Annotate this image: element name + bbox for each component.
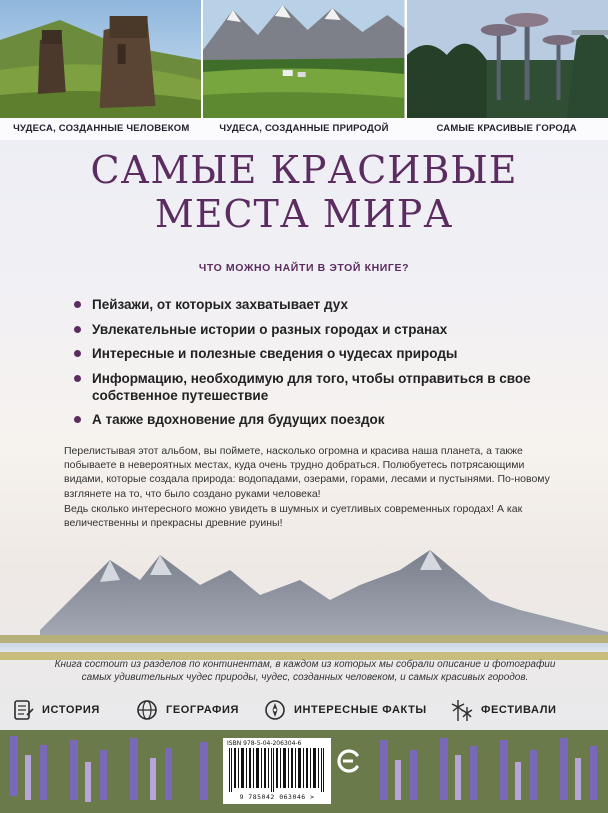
- list-item: Информацию, необходимую для того, чтобы отправиться в свое собственное путешествие: [74, 370, 544, 404]
- caption-nature: ЧУДЕСА, СОЗДАННЫЕ ПРИРОДОЙ: [219, 123, 389, 134]
- list-item: А также вдохновение для будущих поездок: [74, 411, 544, 428]
- photo-strip: [0, 0, 608, 118]
- publisher-logo-icon: [335, 747, 363, 775]
- isbn-text: ISBN 978-5-04-206304-6: [227, 740, 302, 747]
- compass-icon: [262, 697, 288, 723]
- description-paragraph-2: Ведь сколько интересного можно увидеть в шумных и суетливых современных городах! А как величественны и прекрасны древние руины!: [64, 503, 523, 530]
- legend-geography: ГЕОГРАФИЯ: [134, 692, 239, 728]
- photo-captions: [0, 118, 608, 140]
- globe-icon: [134, 697, 160, 723]
- photo-city-gardens: [405, 0, 608, 118]
- barcode-icon: [229, 748, 325, 792]
- list-item: Увлекательные истории о разных городах и странах: [74, 321, 544, 338]
- feature-list: [74, 296, 544, 436]
- book-title: [0, 148, 608, 236]
- barcode-digits: 9 785042 063046 >: [239, 793, 315, 801]
- sections-note: Книга состоит из разделов по континентам, в каждом из которых мы собрали описание и фотографии самых удивительных чудес природы, чудес, созданных человеком, и самых красивых городов.: [54, 659, 556, 683]
- photo-mountains: [201, 0, 404, 118]
- legend-history: ИСТОРИЯ: [10, 692, 100, 728]
- title-line-1: САМЫЕ КРАСИВЫЕ: [90, 148, 518, 192]
- scroll-icon: [10, 697, 36, 723]
- icon-legend: [0, 692, 608, 728]
- caption-cities: САМЫЕ КРАСИВЫЕ ГОРОДА: [436, 123, 577, 134]
- caption-man-made: ЧУДЕСА, СОЗДАННЫЕ ЧЕЛОВЕКОМ: [13, 123, 190, 134]
- isbn-barcode: [223, 738, 331, 804]
- bullet-dot: [74, 326, 81, 333]
- bullet-dot: [74, 416, 81, 423]
- description-paragraph-1: Перелистывая этот альбом, вы поймете, насколько огромна и красива наша планета, а также побываете в невероятных местах, куда очень трудно добраться. Полюбуетесь потрясающими видами, которые создала природа: водопадами, озерами, горами, лесами и пустынями. По-новому взглянете на то, что было создано руками человека!: [64, 445, 550, 500]
- fireworks-icon: [449, 697, 475, 723]
- bullet-dot: [74, 375, 81, 382]
- legend-festivals: ФЕСТИВАЛИ: [449, 692, 557, 728]
- bullet-dot: [74, 350, 81, 357]
- photo-moai: [0, 0, 201, 118]
- legend-facts: ИНТЕРЕСНЫЕ ФАКТЫ: [262, 692, 427, 728]
- bullet-dot: [74, 301, 81, 308]
- list-item: Интересные и полезные сведения о чудесах природы: [74, 345, 544, 362]
- subtitle: ЧТО МОЖНО НАЙТИ В ЭТОЙ КНИГЕ?: [198, 262, 410, 274]
- list-item: Пейзажи, от которых захватывает дух: [74, 296, 544, 313]
- title-line-2: МЕСТА МИРА: [154, 192, 454, 236]
